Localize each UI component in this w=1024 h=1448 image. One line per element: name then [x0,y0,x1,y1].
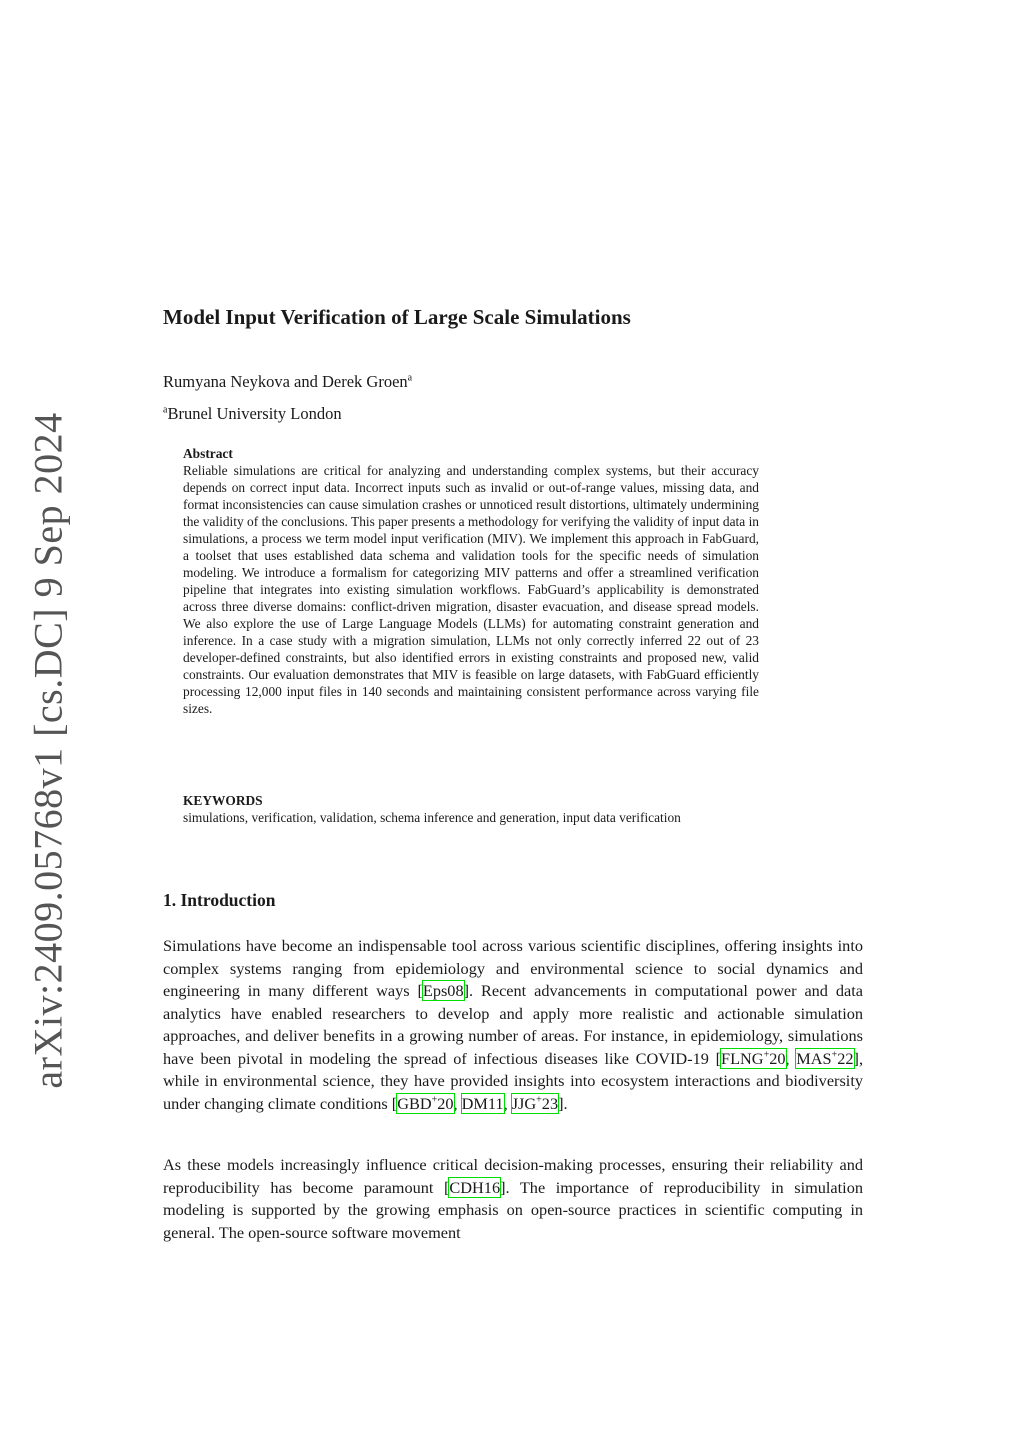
abstract [183,445,759,717]
paragraph-text: . Recent advancements in computational power and data analytics have enabled researchers to develop and apply more realistic and actionable simulation approaches, and deliver benefits in a growing number of areas. For instance, in epidemiology, simulations have been pivotal in modeling the spread of infectious diseases like COVID-19 [163,981,863,1068]
citation-plus: + [431,1094,438,1106]
citation-mas22[interactable] [796,1049,853,1068]
citation-separator: , [503,1093,512,1113]
author-names: Rumyana Neykova and Derek Groen [163,372,408,391]
affiliation-name: Brunel University London [167,404,342,423]
citation-cdh16[interactable]: CDH16 [449,1177,501,1197]
arxiv-stamp [18,411,78,1089]
paragraph-text: Simulations have become an indispensable tool across various scientific disciplines, offering insights into complex systems ranging from epidemiology and environmental science to social dynamics and engineering in many different ways [163,936,863,1000]
citation-year: 23 [541,1093,559,1113]
citation-year: 22 [837,1048,854,1068]
section-heading-introduction: 1. Introduction [163,890,276,910]
citation-dm11[interactable]: DM11 [461,1093,504,1113]
citation-flng20[interactable] [721,1049,785,1068]
paragraph-text: . The importance of reproducibility in simulation modeling is supported by the growing emphasis on open-source practices in scientific computing in general. The open-source software movement [163,1177,863,1242]
citation-plus: + [763,1049,770,1061]
citation-gbd20[interactable] [397,1094,453,1113]
citation-key: FLNG [721,1048,764,1068]
introduction-paragraph-2: As these models increasingly influence critical decision-making processes, ensuring their reliability and reproducibility has become paramount [CDH16]. The importance of reproducibility in simulation modeling is supported by the growing emphasis on open-source practices in scientific computing in general. The open-source software movement [163,1155,863,1242]
affiliation [163,404,342,424]
introduction-paragraph-1: Simulations have become an indispensable tool across various scientific disciplines, offering insights into complex systems ranging from epidemiology and environmental science to social dynamics and engineering in many different ways [Eps08]. Recent advancements in computational power and data analytics have enabled researchers to develop and apply more realistic and actionable simulation approaches, and deliver benefits in a growing number of areas. For instance, in epidemiology, simulations have been pivotal in modeling the spread of infectious diseases like COVID-19 [FLNG+20, MAS+22], while in environmental science, they have provided insights into ecosystem interactions and biodiversity under changing climate conditions [GBD+20, DM11, JJG+23]. [163,936,864,1113]
citation-year: 20 [769,1048,786,1068]
citation-separator: , [453,1093,462,1113]
citation-key: GBD [397,1093,432,1113]
citation-jjg23[interactable] [512,1094,558,1113]
citation-separator: , [785,1048,797,1068]
citation-key: JJG [511,1093,537,1113]
author-affiliation-mark: a [407,372,413,384]
citation-year: 20 [437,1093,454,1113]
keywords-heading: KEYWORDS [183,793,263,808]
paper-title: Model Input Verification of Large Scale Simulations [163,305,631,329]
abstract-text: Reliable simulations are critical for analyzing and understanding complex systems, but their accuracy depends on correct input data. Incorrect inputs such as invalid or out-of-range values, missing data, and format inconsistencies can cause simulation crashes or unnoticed result distortions, ultimately undermining the validity of the conclusions. This paper presents a methodology for verifying the validity of input data in simulations, a process we term model input verification (MIV). We implement this approach in FabGuard, a toolset that uses established data schema and validation tools for the specific needs of simulation modeling. We introduce a formalism for categorizing MIV patterns and offer a streamlined verification pipeline that integrates into existing simulation workflows. FabGuard’s applicability is demonstrated across three diverse domains: conflict-driven migration, disaster evacuation, and disease spread models. We also explore the use of Large Language Models (LLMs) for automating constraint generation and inference. In a case study with a migration simulation, LLMs not only correctly inferred 22 out of 23 developer-defined constraints, but also identified errors in existing constraints and proposed new, valid constraints. Our evaluation demonstrates that MIV is feasible on large datasets, with FabGuard efficiently processing 12,000 input files in 140 seconds and maintaining consistent performance across varying file sizes. [183,463,759,716]
paragraph-text: As these models increasingly influence critical decision-making processes, ensuring their reliability and reproducibility has become paramount [163,1155,863,1197]
arxiv-identifier[interactable]: arXiv:2409.05768v1 [cs.DC] 9 Sep 2024 [25,411,71,1089]
affiliation-mark: a [163,404,168,416]
keywords-text: simulations, verification, validation, schema inference and generation, input data verification [183,810,681,825]
author-list [163,372,412,392]
paragraph-text: , while in environmental science, they have provided insights into ecosystem interactions and biodiversity under changing climate conditions [163,1048,864,1113]
citation-plus: + [831,1049,838,1061]
citation-plus: + [536,1094,542,1106]
paragraph-text: . [563,1093,568,1113]
citation-eps08[interactable]: Eps08 [422,981,464,1000]
keywords [183,792,759,826]
abstract-heading: Abstract [183,446,233,461]
citation-key: MAS [796,1048,832,1068]
